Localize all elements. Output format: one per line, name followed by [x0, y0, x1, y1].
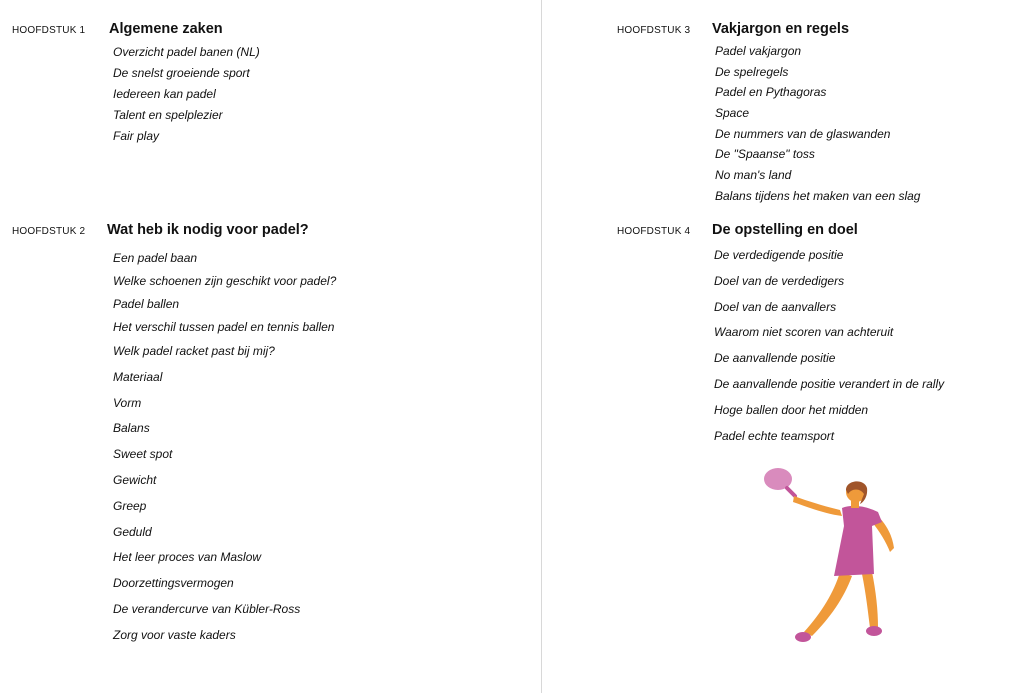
toc-item: Doorzettingsvermogen [113, 576, 234, 591]
toc-item: Space [715, 106, 750, 121]
toc-item: No man's land [715, 168, 792, 183]
toc-item: Welk padel racket past bij mij? [113, 344, 275, 358]
toc-item: Padel en Pythagoras [715, 85, 827, 100]
toc-item: Doel van de aanvallers [714, 299, 837, 314]
toc-item: De aanvallende positie [714, 351, 836, 366]
chapter-label: HOOFDSTUK 1 [12, 25, 86, 36]
chapter-items [113, 42, 260, 147]
toc-item: De snelst groeiende sport [113, 66, 250, 80]
toc-item: De verdedigende positie [714, 248, 844, 262]
toc-item: Greep [113, 498, 147, 513]
player-dress [834, 506, 882, 576]
toc-item: Vorm [113, 395, 142, 410]
toc-item: Waarom niet scoren van achteruit [714, 325, 894, 340]
toc-item: Fair play [113, 129, 160, 143]
toc-item: Talent en spelplezier [113, 108, 223, 122]
chapter-title: Algemene zaken [109, 21, 223, 37]
chapter-title: Wat heb ik nodig voor padel? [107, 222, 309, 238]
toc-item: Welke schoenen zijn geschikt voor padel? [113, 274, 337, 288]
toc-item: Overzicht padel banen (NL) [113, 45, 260, 59]
toc-item: Iedereen kan padel [113, 87, 216, 101]
toc-item: Een padel baan [113, 251, 198, 265]
toc-item: Sweet spot [113, 447, 173, 462]
page-divider [541, 0, 542, 693]
chapter-items [714, 243, 944, 449]
chapter-items [715, 41, 920, 207]
player-leg-left [804, 572, 852, 636]
player-shoe-right [866, 626, 882, 636]
toc-item: Balans tijdens het maken van een slag [715, 188, 921, 203]
toc-item: Gewicht [113, 472, 157, 487]
player-leg-right [862, 572, 878, 628]
toc-item: Balans [113, 421, 150, 436]
toc-item: De nummers van de glaswanden [715, 126, 891, 141]
racket-handle [787, 488, 795, 496]
chapter-items [113, 247, 336, 649]
toc-item: Geduld [113, 524, 152, 539]
toc-item: Padel ballen [113, 297, 180, 311]
toc-item: De verandercurve van Kübler-Ross [113, 601, 301, 616]
chapter-label: HOOFDSTUK 3 [617, 25, 691, 36]
toc-item: De spelregels [715, 64, 789, 79]
chapter-label: HOOFDSTUK 2 [12, 226, 86, 237]
chapter-title: Vakjargon en regels [712, 21, 850, 37]
player-arm-left [793, 496, 842, 516]
toc-item: Hoge ballen door het midden [714, 402, 869, 417]
toc-item: Zorg voor vaste kaders [113, 627, 236, 642]
toc-item: Het leer proces van Maslow [113, 550, 262, 565]
toc-item: De "Spaanse" toss [715, 147, 815, 162]
toc-item: Padel vakjargon [715, 44, 802, 58]
toc-item: Doel van de verdedigers [714, 273, 845, 288]
chapter-title: De opstelling en doel [712, 222, 858, 238]
toc-item: De aanvallende positie verandert in de rally [714, 376, 945, 391]
player-shoe-left [795, 632, 811, 642]
toc-item: Materiaal [113, 369, 163, 384]
padel-player-icon [760, 462, 910, 652]
toc-item: Padel echte teamsport [714, 428, 835, 443]
chapter-label: HOOFDSTUK 4 [617, 226, 691, 237]
toc-item: Het verschil tussen padel en tennis ballen [113, 320, 335, 334]
